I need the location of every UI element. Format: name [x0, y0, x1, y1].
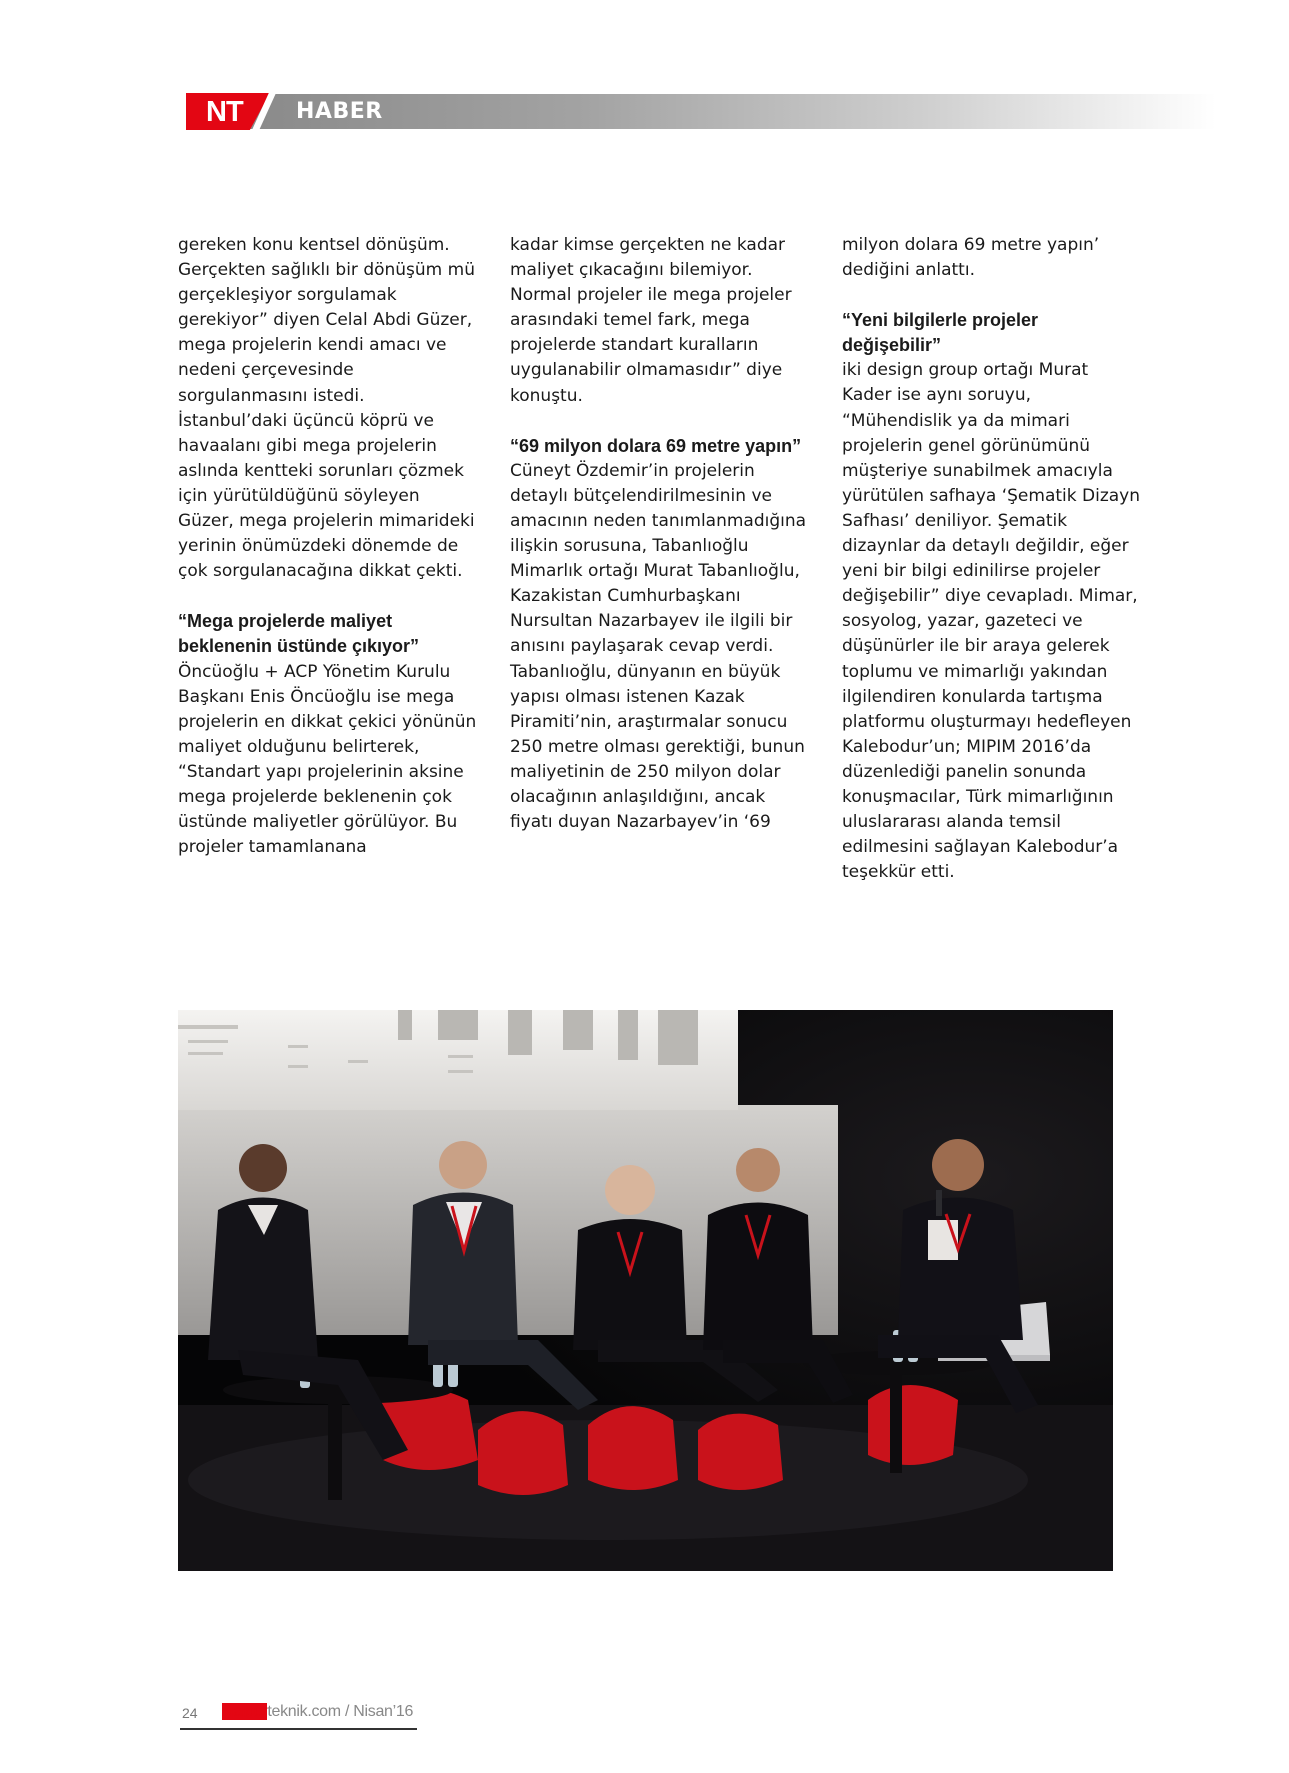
- paragraph: Cüneyt Özdemir’in projelerin detaylı bütçelendirilmesinin ve amacının neden tanımlanmadığına ilişkin sorusuna, Tabanlıoğlu Mimarlık ortağı Murat Tabanlıoğlu, Kazakistan Cumhurbaşkanı Nursultan Nazarbayev ile ilgili bir anısını paylaşarak cevap verdi. Tabanlıoğlu, dünyanın en büyük yapısı olması istenen Kazak Piramiti’nin, araştırmalar sonucu 250 metre olması gerektiği, bunun maliyetinin de 250 milyon dolar olacağının anlaşıldığını, ancak fiyatı duyan Nazarbayev’in ‘69: [510, 460, 807, 833]
- paragraph: iki design group ortağı Murat Kader ise aynı soruyu, “Mühendislik ya da mimari projelerin genel görünümünü müşteriye sunabilmek amacıyla yürütülen safhaya ‘Şematik Dizayn Safhası’ deniliyor. Şematik dizaynlar da detaylı değildir, eğer yeni bir bilgi edinilirse projeler değişebilir” diye cevapladı. Mimar, sosyolog, yazar, gazeteci ve düşünürler ile bir araya gelerek toplumu ve mimarlığı yakından ilgilendiren konularda tartışma platformu oluşturmayı hedefleyen Kalebodur’un; MIPIM 2016’da düzenlediği panelin sonunda konuşmacılar, Türk mimarlığının uluslararası alanda temsil edilmesini sağlayan Kalebodur’a teşekkür etti.: [842, 360, 1140, 883]
- paragraph: Öncüoğlu + ACP Yönetim Kurulu Başkanı Enis Öncüoğlu ise mega projelerin en dikkat çekici yönünün maliyet olduğunu belirterek, “Standart yapı projelerinin aksine mega projelerde beklenenin çok üstünde maliyetler görülüyor. Bu projeler tamamlanana: [178, 661, 477, 858]
- footer-brand-rest: teknik.com / Nisan’16: [267, 1703, 414, 1720]
- paragraph: milyon dolara 69 metre yapın’ dediğini anlattı.: [842, 235, 1100, 281]
- panel-discussion-photo: [178, 1010, 1113, 1571]
- subheading: “Yeni bilgilerle projeler değişebilir”: [842, 310, 1039, 356]
- page-number: 24: [182, 1705, 198, 1721]
- paragraph: kadar kimse gerçekten ne kadar maliyet çıkacağını bilemiyor. Normal projeler ile mega projeler arasındaki temel fark, mega projelerde standart kuralların uygulanabilir olmamasıdır” diye konuştu.: [510, 235, 792, 406]
- article-column-2: [510, 233, 810, 835]
- footer-rule: [180, 1728, 417, 1730]
- page-footer: [180, 1702, 420, 1732]
- subheading: “Mega projelerde maliyet beklenenin üstünde çıkıyor”: [178, 611, 420, 657]
- article-column-3: [842, 233, 1142, 885]
- footer-brand-highlight: Nalbur: [222, 1703, 268, 1720]
- article-column-1: [178, 233, 478, 860]
- footer-brand: [222, 1703, 413, 1721]
- logo-text: NT: [206, 96, 243, 128]
- header-band: [248, 94, 1216, 129]
- paragraph: gereken konu kentsel dönüşüm. Gerçekten sağlıklı bir dönüşüm mü gerçekleşiyor sorgulamak gerekiyor” diyen Celal Abdi Güzer, mega projelerin kendi amacı ve nedeni çerçevesinde sorgulanmasını istedi. İstanbul’daki üçüncü köprü ve havaalanı gibi mega projelerin aslında kentteki sorunları çözmek için yürütüldüğünü söyleyen Güzer, mega projelerin mimarideki yerinin önümüzdeki dönemde de çok sorgulanacağına dikkat çekti.: [178, 235, 475, 582]
- subheading: “69 milyon dolara 69 metre yapın”: [510, 435, 802, 456]
- section-title: HABER: [296, 99, 383, 124]
- page-header: [186, 93, 1216, 130]
